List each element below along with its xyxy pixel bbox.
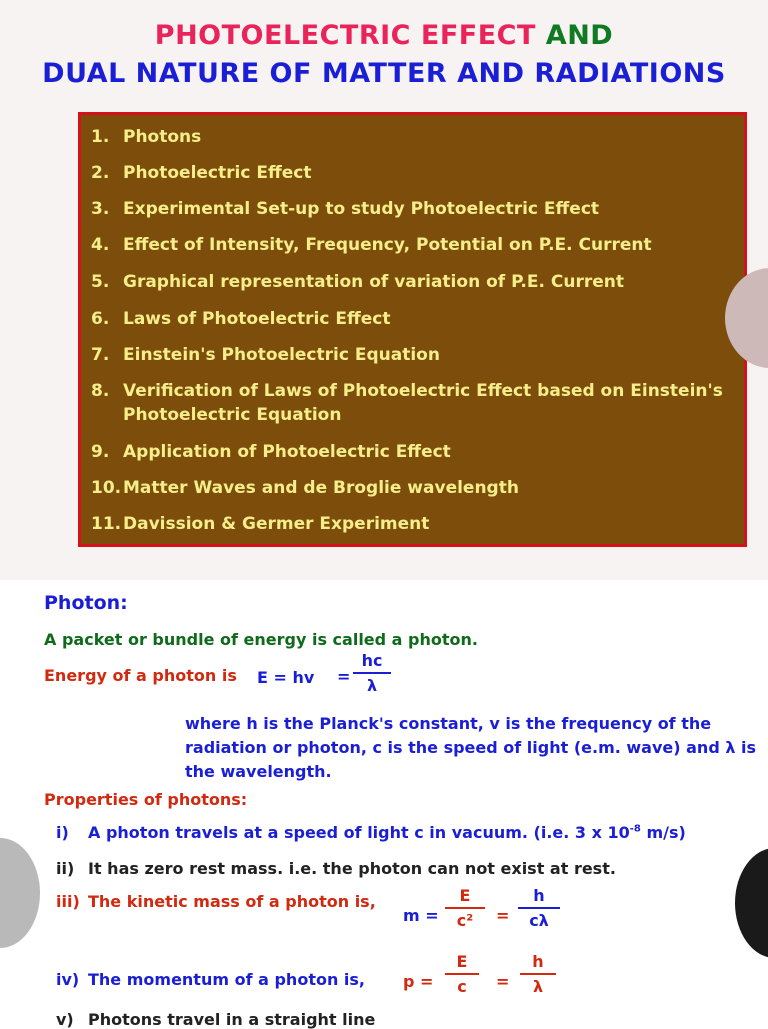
momentum-fraction-1 <box>445 952 479 996</box>
toc-item-number: 10. <box>91 478 122 498</box>
momentum-f2-den: λ <box>532 977 544 996</box>
toc-item-text: Experimental Set-up to study Photoelectric Effect <box>123 199 600 219</box>
momentum-f2-num: h <box>532 952 544 971</box>
toc-item-text: Davission & Germer Experiment <box>123 514 430 534</box>
mass-fraction-1 <box>445 886 485 930</box>
toc-item-text: Photons <box>123 127 202 147</box>
property-5-text: Photons travel in a straight line <box>88 1010 376 1029</box>
toc-item-number: 9. <box>91 442 110 462</box>
energy-denominator: λ <box>366 676 378 695</box>
energy-label: Energy of a photon is <box>44 666 237 685</box>
toc-item <box>91 197 599 221</box>
property-3 <box>56 892 376 911</box>
toc-item <box>91 476 519 500</box>
toc-item <box>91 512 429 536</box>
momentum-f1-den: c <box>457 977 467 996</box>
property-1 <box>56 823 686 842</box>
toc-item-number: 5. <box>91 272 110 292</box>
toc-item-number: 3. <box>91 199 110 219</box>
energy-equals: = <box>337 667 351 686</box>
page-title-line1 <box>0 20 768 51</box>
energy-fraction <box>353 651 391 695</box>
momentum-f1-num: E <box>456 952 468 971</box>
toc-item-number: 2. <box>91 163 110 183</box>
property-2-num: ii) <box>56 859 75 878</box>
toc-item <box>91 379 723 427</box>
page-title-line2: DUAL NATURE OF MATTER AND RADIATIONS <box>42 58 726 89</box>
properties-heading: Properties of photons: <box>44 790 248 809</box>
left-edge-shape <box>0 838 40 948</box>
toc-item <box>91 307 391 331</box>
property-1-sup: -8 <box>629 823 641 835</box>
toc-item-text: Laws of Photoelectric Effect <box>123 309 391 329</box>
mass-f2-den: cλ <box>529 911 549 930</box>
toc-item-text: Photoelectric Effect <box>123 163 312 183</box>
toc-item <box>91 343 440 367</box>
property-4-text: The momentum of a photon is, <box>88 970 365 989</box>
toc-item-text: Einstein's Photoelectric Equation <box>123 345 440 365</box>
property-1-text: A photon travels at a speed of light c in vacuum. (i.e. 3 x 10 <box>88 823 630 842</box>
property-5 <box>56 1010 375 1029</box>
table-of-contents <box>78 112 747 547</box>
mass-equals: = <box>496 906 510 925</box>
momentum-equals: = <box>496 972 510 991</box>
right-edge-shape-bottom <box>735 848 768 958</box>
toc-item-number: 6. <box>91 309 110 329</box>
property-3-text: The kinetic mass of a photon is, <box>88 892 376 911</box>
energy-equation: E = hv <box>257 668 315 687</box>
toc-item <box>91 125 201 149</box>
photon-note: where h is the Planck's constant, v is the frequency of the radiation or photon, c is the speed of light (e.m. wave) and λ is the wavelength. <box>185 714 757 781</box>
property-4 <box>56 970 365 989</box>
toc-item-number: 11. <box>91 514 122 534</box>
property-4-num: iv) <box>56 970 80 989</box>
property-2-text: It has zero rest mass. i.e. the photon can not exist at rest. <box>88 859 616 878</box>
title-part1: PHOTOELECTRIC EFFECT <box>154 20 536 51</box>
property-1-num: i) <box>56 823 69 842</box>
property-1-tail: m/s) <box>640 823 686 842</box>
toc-item-text: Verification of Laws of Photoelectric Effect based on Einstein's <box>123 381 723 401</box>
mass-f2-num: h <box>533 886 545 905</box>
mass-fraction-2 <box>518 886 560 930</box>
toc-item-number: 7. <box>91 345 110 365</box>
toc-item-number: 8. <box>91 381 110 401</box>
toc-item-text: Effect of Intensity, Frequency, Potential on P.E. Current <box>123 235 652 255</box>
toc-item-text: Application of Photoelectric Effect <box>123 442 451 462</box>
toc-item-number: 1. <box>91 127 110 147</box>
toc-item-number: 4. <box>91 235 110 255</box>
momentum-lhs: p = <box>403 972 434 991</box>
toc-item <box>91 161 311 185</box>
mass-lhs: m = <box>403 906 439 925</box>
title-and: AND <box>545 20 614 51</box>
property-5-num: v) <box>56 1010 74 1029</box>
toc-item-text: Matter Waves and de Broglie wavelength <box>123 478 519 498</box>
toc-item-text: Graphical representation of variation of P.E. Current <box>123 272 624 292</box>
momentum-fraction-2 <box>520 952 556 996</box>
toc-item <box>91 233 652 257</box>
property-3-num: iii) <box>56 892 80 911</box>
photon-definition: A packet or bundle of energy is called a photon. <box>44 630 478 649</box>
toc-item-continuation: Photoelectric Equation <box>123 405 342 425</box>
property-2 <box>56 859 616 878</box>
mass-f1-num: E <box>459 886 471 905</box>
toc-item <box>91 270 624 294</box>
mass-f1-den: c² <box>456 911 474 930</box>
energy-numerator: hc <box>361 651 383 670</box>
section-heading-photon: Photon: <box>44 592 128 614</box>
toc-item <box>91 440 451 464</box>
